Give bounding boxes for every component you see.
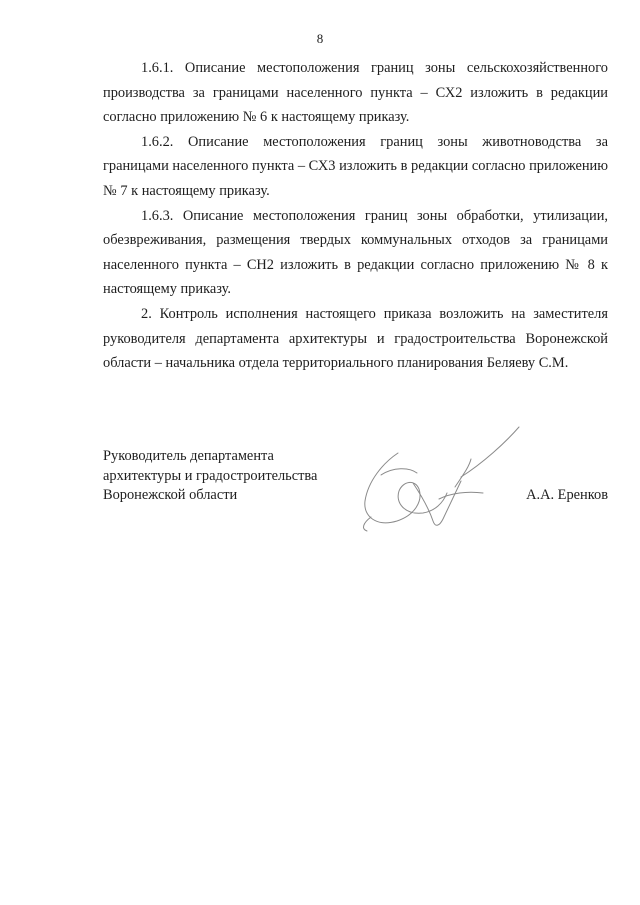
document-body <box>103 56 608 376</box>
signatory-position <box>103 447 317 506</box>
position-line: Воронежской области <box>103 487 238 503</box>
paragraph-2: 2. Контроль исполнения настоящего приказа возложить на заместителя руководителя департамента архитектуры и градостроительства Воронежской области – начальника отдела территориального планирования Беляеву С.М. <box>103 305 608 372</box>
signatory-name: А.А. Еренков <box>526 487 608 503</box>
signature-block <box>103 447 608 557</box>
page-number: 8 <box>316 31 324 46</box>
paragraph-1-6-3: 1.6.3. Описание местоположения границ зоны обработки, утилизации, обезвреживания, размещения твердых коммунальных отходов за границами населенного пункта – СН2 изложить в редакции согласно приложению № 8 к настоящему приказу. <box>103 207 608 298</box>
position-line: архитектуры и градостроительства <box>103 467 318 484</box>
paragraph-1-6-2: 1.6.2. Описание местоположения границ зоны животноводства за границами населенного пункта – СХ3 изложить в редакции согласно приложению № 7 к настоящему приказу. <box>103 133 608 199</box>
handwritten-signature <box>343 423 533 543</box>
paragraph-1-6-1: 1.6.1. Описание местоположения границ зоны сельскохозяйственного производства за границами населенного пункта – СХ2 изложить в редакции согласно приложению № 6 к настоящему приказу. <box>103 60 608 126</box>
position-line: Руководитель департамента <box>103 448 274 464</box>
